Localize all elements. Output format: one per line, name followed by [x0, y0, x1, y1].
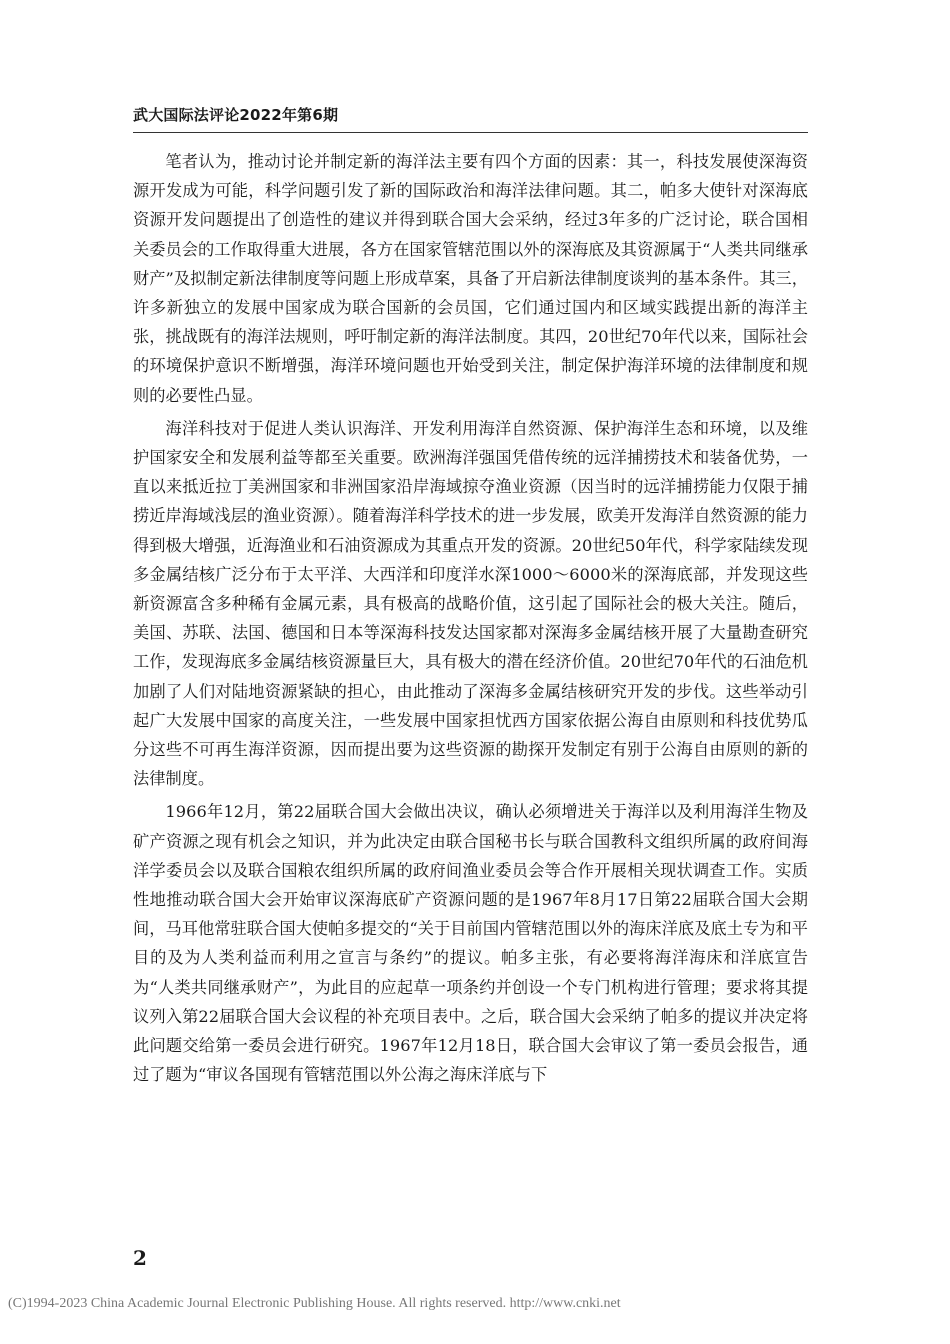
running-header: 武大国际法评论2022年第6期: [133, 106, 339, 124]
paragraph-2: 海洋科技对于促进人类认识海洋、开发利用海洋自然资源、保护海洋生态和环境，以及维护国家安全和发展利益等都至关重要。欧洲海洋强国凭借传统的远洋捕捞技术和装备优势，一直以来抵近拉丁美洲国家和非洲国家沿岸海域掠夺渔业资源（因当时的远洋捕捞能力仅限于捕捞近岸海域浅层的渔业资源）。随着海洋科学技术的进一步发展，欧美开发海洋自然资源的能力得到极大增强，近海渔业和石油资源成为其重点开发的资源。20世纪50年代，科学家陆续发现多金属结核广泛分布于太平洋、大西洋和印度洋水深1000～6000米的深海底部，并发现这些新资源富含多种稀有金属元素，具有极高的战略价值，这引起了国际社会的极大关注。随后，美国、苏联、法国、德国和日本等深海科技发达国家都对深海多金属结核开展了大量勘查研究工作，发现海底多金属结核资源量巨大，具有极大的潜在经济价值。20世纪70年代的石油危机加剧了人们对陆地资源紧缺的担心，由此推动了深海多金属结核研究开发的步伐。这些举动引起广大发展中国家的高度关注，一些发展中国家担忧西方国家依据公海自由原则和科技优势瓜分这些不可再生海洋资源，因而提出要为这些资源的勘探开发制定有别于公海自由原则的新的法律制度。: [133, 418, 808, 789]
article-body: [133, 147, 808, 1094]
header-divider: [133, 132, 808, 133]
page-number: 2: [133, 1246, 147, 1270]
paragraph-3: 1966年12月，第22届联合国大会做出决议，确认必须增进关于海洋以及利用海洋生物及矿产资源之现有机会之知识，并为此决定由联合国秘书长与联合国教科文组织所属的政府间海洋学委员会以及联合国粮农组织所属的政府间渔业委员会等合作开展相关现状调查工作。实质性地推动联合国大会开始审议深海底矿产资源问题的是1967年8月17日第22届联合国大会期间，马耳他常驻联合国大使帕多提交的“关于目前国内管辖范围以外的海床洋底及底土专为和平目的及为人类利益而利用之宣言与条约”的提议。帕多主张，有必要将海洋海床和洋底宣告为“人类共同继承财产”，为此目的应起草一项条约并创设一个专门机构进行管理；要求将其提议列入第22届联合国大会议程的补充项目表中。之后，联合国大会采纳了帕多的提议并决定将此问题交给第一委员会进行研究。1967年12月18日，联合国大会审议了第一委员会报告，通过了题为“审议各国现有管辖范围以外公海之海床洋底与下: [133, 802, 808, 1085]
paragraph-1: 笔者认为，推动讨论并制定新的海洋法主要有四个方面的因素：其一，科技发展使深海资源开发成为可能，科学问题引发了新的国际政治和海洋法律问题。其二，帕多大使针对深海底资源开发问题提出了创造性的建议并得到联合国大会采纳，经过3年多的广泛讨论，联合国相关委员会的工作取得重大进展，各方在国家管辖范围以外的深海底及其资源属于“人类共同继承财产”及拟制定新法律制度等问题上形成草案，具备了开启新法律制度谈判的基本条件。其三，许多新独立的发展中国家成为联合国新的会员国，它们通过国内和区域实践提出新的海洋主张，挑战既有的海洋法规则，呼吁制定新的海洋法制度。其四，20世纪70年代以来，国际社会的环境保护意识不断增强，海洋环境问题也开始受到关注，制定保护海洋环境的法律制度和规则的必要性凸显。: [133, 152, 808, 405]
copyright-footer: (C)1994-2023 China Academic Journal Electronic Publishing House. All rights reserved. http://www.cnki.net: [8, 1296, 621, 1311]
